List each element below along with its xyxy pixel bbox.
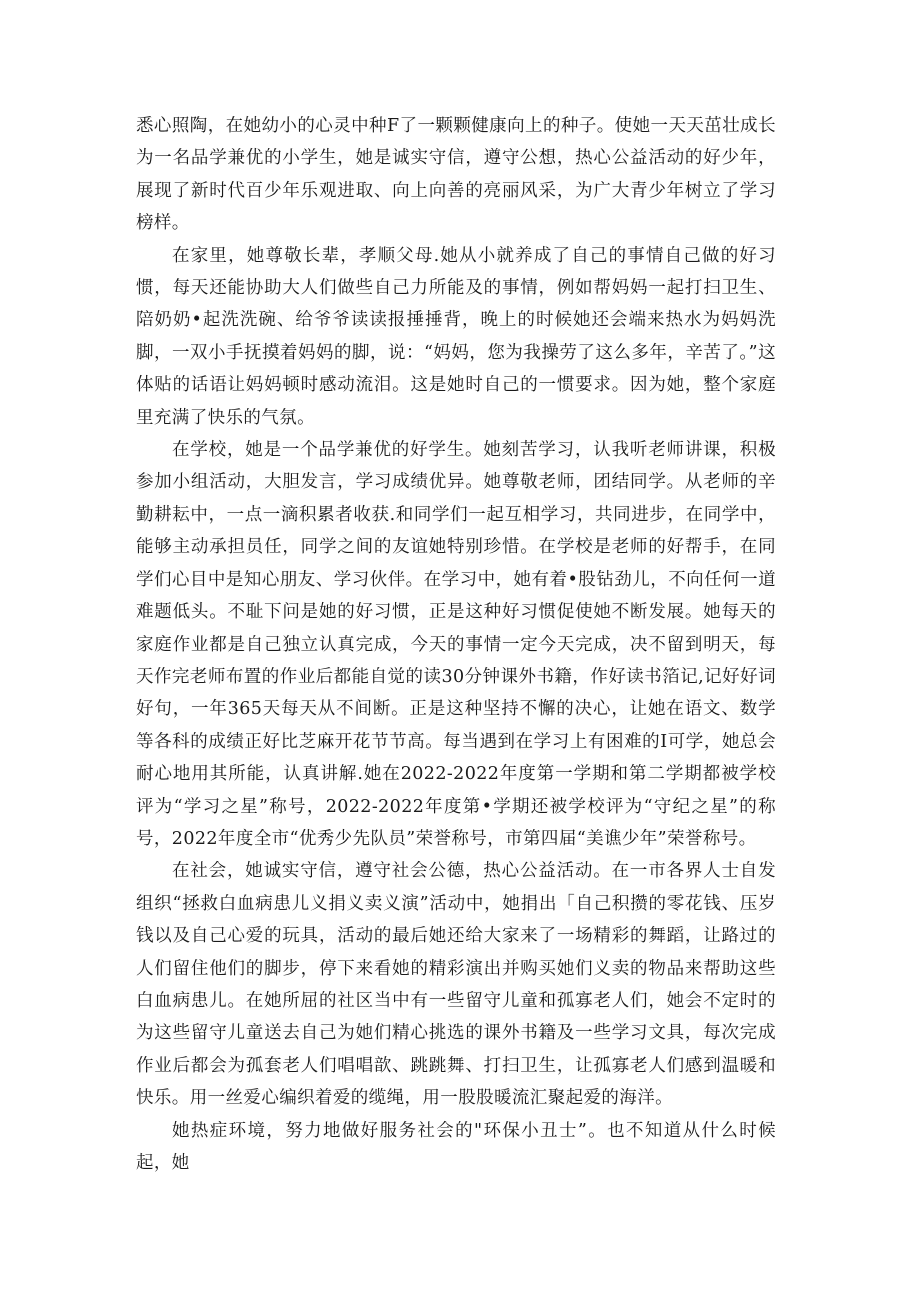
paragraph-environment: 她热症环境，努力地做好服务社会的"环保小丑士”。也不知道从什么时候起，她 <box>136 1120 776 1173</box>
paragraph-society: 在社会，她诚实守信，遵守社会公德，热心公益活动。在一市各界人士自发组织“拯救白血病患儿义捐义卖义演”活动中，她捐出「自己积攒的零花钱、压岁钱以及自己心爱的玩具，活动的最后她还给大家来了一场精彩的舞蹈，让路过的人们留住他们的脚步，停下来看她的精彩演出并购买她们义卖的物品来帮助这些白血病患儿。在她所屈的社区当中有一些留守儿童和孤寡老人们，她会不定时的为这些留守儿童送去自己为她们精心挑选的课外书籍及一些学习文具，每次完成作业后都会为孤套老人们唱唱歆、跳跳舞、打扫卫生，让孤寡老人们感到温暖和快乐。用一丝爱心编织着爱的缆绳，用一股股暖流汇聚起爱的海洋。 <box>136 861 776 1109</box>
paragraph-school: 在学校，她是一个品学兼优的好学生。她刻苦学习，认我听老师讲课，积极参加小组活动，大胆发言，学习成绩优异。她尊敬老师，团结同学。从老师的辛勤耕耘中，一点一滴积累者收获.和同学们一起互相学习，共同进步，在同学中，能够主动承担员任，同学之间的友谊她特别珍惜。在学校是老师的好帮手，在同学们心目中是知心朋友、学习伙伴。在学习中，她有着•股钻劲儿，不向任何一道难题低头。不耻下问是她的好习惯，正是这种好习惯促使她不断发展。她每天的家庭作业都是自己独立认真完成，今天的事情一定今天完成，决不留到明天，每天作完老师布置的作业后都能自觉的读30分钟课外书籍，作好读书箔记,记好好词好句，一年365天每天从不间断。正是这种坚持不懈的决心，让她在语文、数学等各科的成绩正好比芝麻开花节节高。每当遇到在学习上有困难的I可学，她总会耐心地用其所能，认真讲解.她在2022-2022年度第一学期和第二学期都被学校评为“学习之星”称号，2022-2022年度第•学期还被学校评为“守纪之星”的称号，2022年度全市“优秀少先队员”荣誉称号，市第四届“美谯少年”荣誉称号。 <box>136 440 776 849</box>
paragraph-opening: 悉心照陶，在她幼小的心灵中种F了一颗颗健康向上的种子。使她一天天茁壮成长为一名品学兼优的小学生，她是诚实守信，遵守公想，热心公益活动的好少年，展现了新时代百少年乐观进取、向上向善的亮丽风采，为广大青少年树立了学习榜样。 <box>136 116 776 234</box>
document-page <box>136 110 776 1179</box>
paragraph-home: 在家里，她尊敬长辈，孝顺父母.她从小就养成了自己的事情自己做的好习惯，每天还能协助大人们做些自己力所能及的事情，例如帮妈妈一起打扫卫生、陪奶奶•起洗洗碗、给爷爷读读报捶捶背，晚上的时候她还会端来热水为妈妈洗脚，一双小手抚摸着妈妈的脚，说：“妈妈，您为我操劳了这么多年，辛苦了。”这体贴的话语让妈妈顿时感动流泪。这是她时自己的一惯要求。因为她，整个家庭里充满了快乐的气氛。 <box>136 245 776 428</box>
